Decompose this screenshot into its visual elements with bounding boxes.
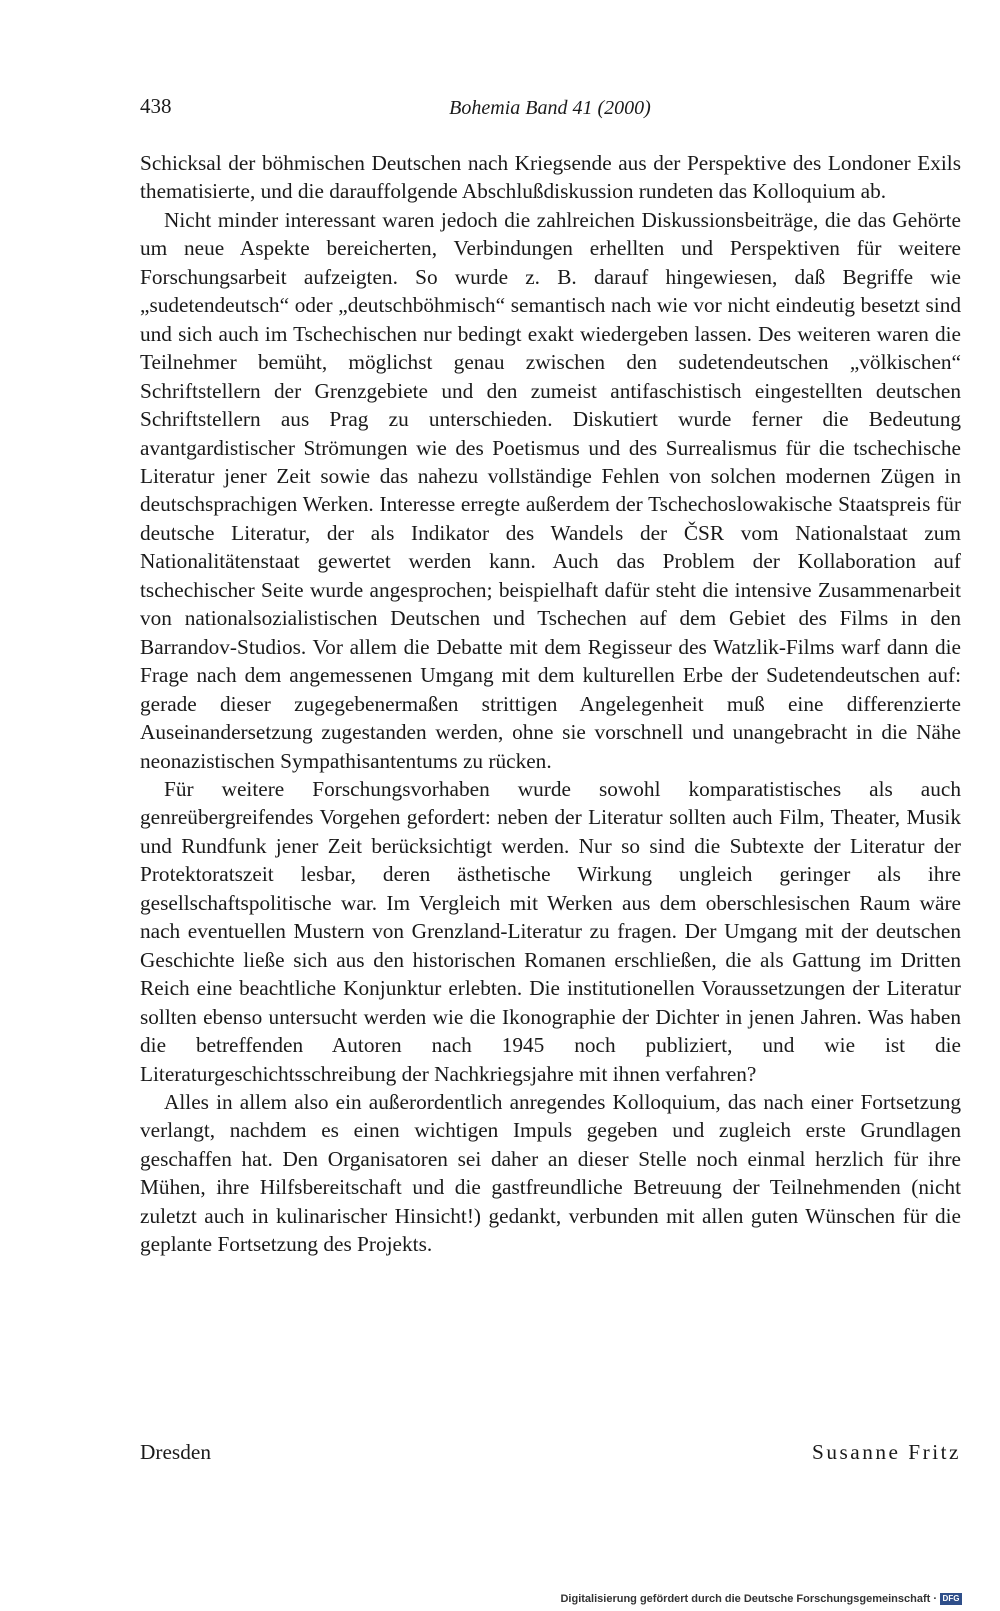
paragraph-1: Schicksal der böhmischen Deutschen nach Kriegsende aus der Perspektive des Londoner Exils thematisierte, und die darauffolgende Abschlußdiskussion rundeten das Kolloquium ab. (140, 151, 961, 204)
dfg-logo-icon: DFG (940, 1593, 962, 1605)
running-head: Bohemia Band 41 (2000) (449, 97, 651, 119)
paragraph-2: Nicht minder interessant waren jedoch die zahlreichen Diskussionsbeiträge, die das Gehörte um neue Aspekte bereicherten, Verbindungen erhellten und Perspektiven für weitere Forschungsarbeit aufzeigten. So wurde z. B. darauf hingewiesen, daß Begriffe wie „sudetendeutsch“ oder „deutschböhmisch“ semantisch nach wie vor nicht eindeutig besetzt sind und sich auch im Tschechischen nur bedingt exakt wiedergeben lassen. Des weiteren waren die Teilnehmer bemüht, möglichst genau zwischen den sudetendeutschen „völkischen“ Schriftstellern der Grenzgebiete und den zumeist antifaschistisch eingestellten deutschen Schriftstellern aus Prag zu unterschieden. Diskutiert wurde ferner die Bedeutung avantgardistischer Strömungen wie des Poetismus und des Surrealismus für die tschechische Literatur jener Zeit sowie das nahezu vollständige Fehlen von solchen modernen Zügen in deutschsprachigen Werken. Interesse erregte außerdem der Tschechoslowakische Staatspreis für deutsche Literatur, der als Indikator des Wandels der ČSR vom Nationalstaat zum Nationalitätenstaat gewertet werden kann. Auch das Problem der Kollaboration auf tschechischer Seite wurde angesprochen; beispielhaft dafür steht die intensive Zusammenarbeit von nationalsozialistischen Deutschen und Tschechen auf dem Gebiet des Films in den Barrandov-Studios. Vor allem die Debatte mit dem Regisseur des Watzlik-Films warf dann die Frage nach dem angemessenen Umgang mit dem kulturellen Erbe der Sudetendeutschen auf: gerade dieser zugegebenermaßen strittigen Angelegenheit muß eine differenzierte Auseinandersetzung zugestanden werden, ohne sie vorschnell und unangebracht in die Nähe neonazistischen Sympathisantentums zu rücken. (140, 207, 961, 773)
digitization-footer (560, 1593, 962, 1605)
page-number: 438 (140, 94, 172, 118)
signature-author: Susanne Fritz (811, 1440, 961, 1464)
signature-place: Dresden (140, 1440, 211, 1464)
paragraph-3: Für weitere Forschungsvorhaben wurde sowohl komparatistisches als auch genreübergreifendes Vorgehen gefordert: neben der Literatur sollten auch Film, Theater, Musik und Rundfunk jener Zeit berücksichtigt werden. Nur so sind die Subtexte der Literatur der Protektoratszeit lesbar, deren ästhetische Wirkung ungleich geringer als ihre gesellschaftspolitische war. Im Vergleich mit Werken aus dem oberschlesischen Raum wäre nach eventuellen Mustern von Grenzland-Literatur zu fragen. Der Umgang mit der deutschen Geschichte ließe sich aus den historischen Romanen erschließen, die als Gattung im Dritten Reich eine beachtliche Konjunktur erlebten. Die institutionellen Voraussetzungen der Literatur sollten ebenso untersucht werden wie die Ikonographie der Dichter in jenen Jahren. Was haben die betreffenden Autoren nach 1945 noch publiziert, und wie ist die Literaturgeschichtsschreibung der Nachkriegsjahre mit ihnen verfahren? (140, 776, 961, 1086)
paragraph-4: Alles in allem also ein außerordentlich anregendes Kolloquium, das nach einer Fortsetzung verlangt, nachdem es einen wichtigen Impuls gegeben und zugleich erste Grundlagen geschaffen hat. Den Organisatoren sei daher an dieser Stelle noch einmal herzlich für ihre Mühen, ihre Hilfsbereitschaft und die gastfreundliche Betreuung der Teilnehmenden (nicht zuletzt auch in kulinarischer Hinsicht!) gedankt, verbunden mit allen guten Wünschen für die geplante Fortsetzung des Projekts. (140, 1089, 961, 1257)
digitization-note: Digitalisierung gefördert durch die Deutsche Forschungsgemeinschaft · (560, 1593, 937, 1605)
article-body (140, 149, 961, 1259)
